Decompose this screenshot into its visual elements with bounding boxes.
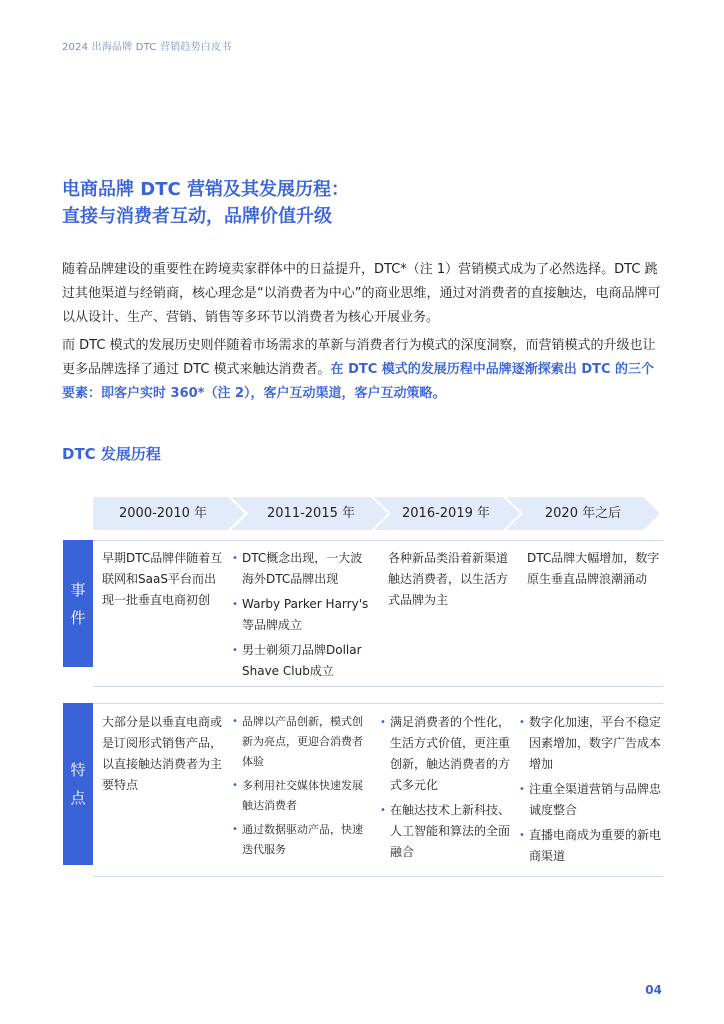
- features-label-char-1: 特: [70, 761, 86, 779]
- section-title-line-1: 电商品牌 DTC 营销及其发展历程：: [62, 179, 349, 200]
- features-2020-item-3: • 直播电商成为重要的新电商渠道: [519, 825, 661, 867]
- intro-paragraph-2-plain: 而 DTC 模式的发展历史则伴随着市场需求的革新与消费者行为模式的深度洞察，而营销模式的升级也让更多品牌选择了通过 DTC 模式来触达消费者。: [62, 338, 656, 377]
- section-title: [62, 176, 349, 230]
- timeline-bar: [93, 497, 663, 530]
- timeline-heading: DTC 发展历程: [62, 445, 161, 463]
- features-cell-2020: [519, 712, 661, 871]
- page-number: 04: [645, 983, 662, 997]
- intro-text: [62, 258, 662, 410]
- features-2011-item-3: • 通过数据驱动产品，快速迭代服务: [232, 820, 370, 860]
- features-2011-item-1: • 品牌以产品创新，模式创新为亮点，更迎合消费者体验: [232, 712, 370, 772]
- events-label-char-1: 事: [70, 580, 86, 599]
- features-cell-2016-2019: [380, 712, 510, 867]
- timeline-label-2: 2011-2015 年: [267, 506, 355, 521]
- timeline-label-3: 2016-2019 年: [402, 506, 490, 521]
- events-cell-2011-2015: [232, 548, 370, 686]
- timeline-label-1: 2000-2010 年: [119, 506, 207, 521]
- intro-paragraph-2: [62, 334, 662, 406]
- features-2020-item-1: • 数字化加速，平台不稳定因素增加，数字广告成本增加: [519, 712, 661, 775]
- section-title-line-2: 直接与消费者互动，品牌价值升级: [62, 206, 332, 227]
- features-cell-2000-2010: 大部分是以垂直电商或是订阅形式销售产品，以直接触达消费者为主要特点: [102, 715, 223, 792]
- features-cell-2011-2015: [232, 712, 370, 864]
- features-row-label: [63, 703, 93, 865]
- timeline-label-4: 2020 年之后: [544, 506, 622, 521]
- features-2016-item-2: • 在触达技术上新科技、人工智能和算法的全面融合: [380, 800, 510, 863]
- events-row-label: [63, 540, 93, 667]
- document-header: 2024 出海品牌 DTC 营销趋势白皮书: [62, 42, 232, 53]
- events-2011-item-3: • 男士剃须刀品牌Dollar Shave Club成立: [232, 640, 370, 682]
- features-2011-item-2: • 多利用社交媒体快速发展触达消费者: [232, 776, 370, 816]
- events-cell-2020: DTC品牌大幅增加，数字原生垂直品牌浪潮涌动: [527, 551, 660, 586]
- events-2011-item-1: • DTC概念出现，一大波海外DTC品牌出现: [232, 548, 370, 590]
- events-2011-item-2: • Warby Parker Harry's 等品牌成立: [232, 594, 370, 636]
- events-cell-2000-2010: 早期DTC品牌伴随着互联网和SaaS平台而出现一批垂直电商初创: [102, 551, 223, 607]
- features-2020-item-2: • 注重全渠道营销与品牌忠诚度整合: [519, 779, 661, 821]
- features-label-char-2: 点: [70, 789, 86, 807]
- intro-paragraph-1: 随着品牌建设的重要性在跨境卖家群体中的日益提升，DTC*（注 1）营销模式成为了必然选择。DTC 跳过其他渠道与经销商，核心理念是“以消费者为中心”的商业思维，通过对消费者的直接触达，电商品牌可以从设计、生产、营销、销售等多环节以消费者为核心开展业务。: [62, 262, 661, 325]
- events-label-char-2: 件: [70, 608, 86, 627]
- events-cell-2016-2019: 各种新品类沿着新渠道触达消费者，以生活方式品牌为主: [388, 551, 509, 607]
- features-2016-item-1: • 满足消费者的个性化，生活方式价值，更注重创新，触达消费者的方式多元化: [380, 712, 510, 796]
- intro-paragraph-2-highlight: 在 DTC 模式的发展历程中品牌逐渐探索出 DTC 的三个要素：即客户实时 360*（注 2），客户互动渠道，客户互动策略。: [62, 362, 655, 401]
